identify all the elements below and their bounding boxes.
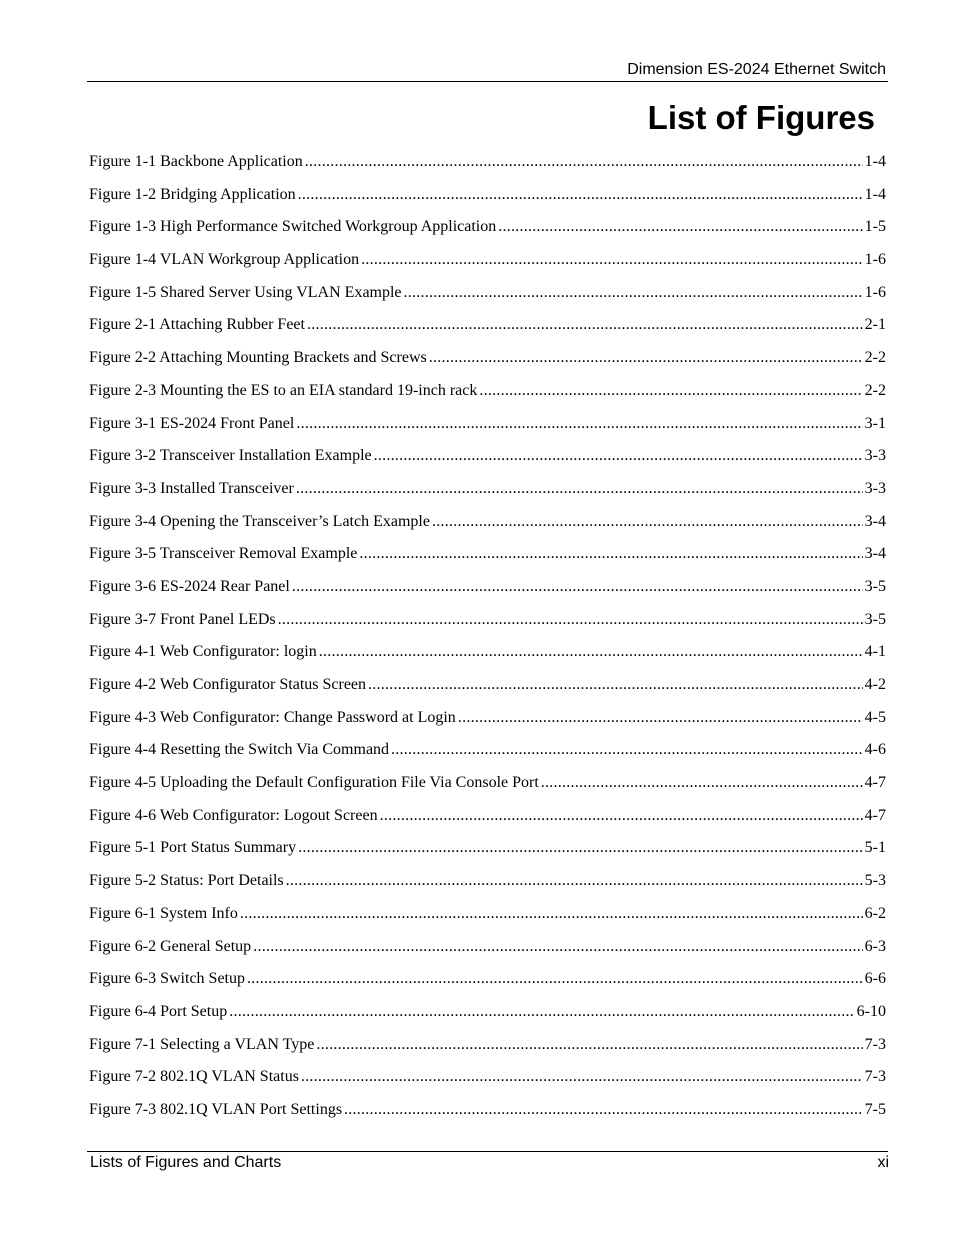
dot-leader xyxy=(359,542,862,566)
toc-entry-label: Figure 6-1 System Info xyxy=(89,904,238,922)
toc-entry[interactable] xyxy=(89,542,886,575)
page-title: List of Figures xyxy=(647,99,875,136)
toc-entry-page: 3-5 xyxy=(864,577,886,595)
toc-entry-page: 7-3 xyxy=(864,1068,886,1086)
toc-entry[interactable] xyxy=(89,738,886,771)
toc-entry[interactable] xyxy=(89,673,886,706)
toc-entry-page: 3-5 xyxy=(864,610,886,628)
toc-entry-page: 3-4 xyxy=(864,545,886,563)
toc-entry-label: Figure 4-3 Web Configurator: Change Password at Login xyxy=(89,708,456,726)
toc-entry-page: 6-3 xyxy=(864,937,886,955)
toc-entry[interactable] xyxy=(89,640,886,673)
toc-entry-label: Figure 4-4 Resetting the Switch Via Command xyxy=(89,741,390,759)
toc-entry-label: Figure 2-3 Mounting the ES to an EIA standard 19-inch rack xyxy=(89,381,478,399)
dot-leader xyxy=(253,935,862,959)
toc-entry[interactable] xyxy=(89,1098,886,1131)
header-divider xyxy=(87,81,888,82)
toc-entry-page: 6-6 xyxy=(864,970,886,988)
toc-entry[interactable] xyxy=(89,575,886,608)
toc-entry-page: 3-4 xyxy=(864,512,886,530)
toc-entry[interactable] xyxy=(89,1000,886,1033)
toc-entry-page: 1-4 xyxy=(864,153,886,170)
toc-entry[interactable] xyxy=(89,183,886,216)
dot-leader xyxy=(307,313,863,337)
running-header: Dimension ES-2024 Ethernet Switch xyxy=(627,61,886,78)
toc-entry-label: Figure 1-3 High Performance Switched Workgroup Application xyxy=(89,218,497,236)
dot-leader xyxy=(298,183,863,207)
toc-entry-page: 4-6 xyxy=(864,741,886,759)
toc-entry-label: Figure 6-4 Port Setup xyxy=(89,1002,228,1020)
toc-entry[interactable] xyxy=(89,510,886,543)
toc-entry-label: Figure 2-2 Attaching Mounting Brackets and Screws xyxy=(89,349,427,367)
toc-entry-label: Figure 1-5 Shared Server Using VLAN Example xyxy=(89,283,402,301)
toc-entry[interactable] xyxy=(89,248,886,281)
toc-entry-page: 4-5 xyxy=(864,708,886,726)
toc-entry[interactable] xyxy=(89,281,886,314)
toc-entry-label: Figure 4-1 Web Configurator: login xyxy=(89,643,317,661)
toc-entry-page: 5-3 xyxy=(864,872,886,890)
footer-section-title: Lists of Figures and Charts xyxy=(90,1154,282,1171)
dot-leader xyxy=(319,640,863,664)
toc-entry[interactable] xyxy=(89,215,886,248)
toc-entry[interactable] xyxy=(89,608,886,641)
toc-entry-page: 1-5 xyxy=(864,218,886,236)
dot-leader xyxy=(278,608,863,632)
toc-entry-page: 2-1 xyxy=(864,316,886,334)
toc-entry[interactable] xyxy=(89,706,886,739)
toc-entry[interactable] xyxy=(89,1033,886,1066)
toc-entry-label: Figure 6-2 General Setup xyxy=(89,937,252,955)
toc-entry-page: 3-3 xyxy=(864,447,886,465)
dot-leader xyxy=(498,215,862,239)
toc-entry-label: Figure 1-4 VLAN Workgroup Application xyxy=(89,251,360,269)
toc-entry-page: 5-1 xyxy=(864,839,886,857)
page-number: xi xyxy=(877,1154,889,1171)
toc-entry-label: Figure 5-2 Status: Port Details xyxy=(89,872,284,890)
dot-leader xyxy=(298,836,863,860)
toc-entry-label: Figure 4-6 Web Configurator: Logout Screen xyxy=(89,806,378,824)
toc-entry-label: Figure 3-2 Transceiver Installation Example xyxy=(89,447,372,465)
toc-entry[interactable] xyxy=(89,804,886,837)
toc-entry-label: Figure 2-1 Attaching Rubber Feet xyxy=(89,316,305,334)
dot-leader xyxy=(479,379,862,403)
dot-leader xyxy=(458,706,863,730)
toc-entry[interactable] xyxy=(89,477,886,510)
dot-leader xyxy=(361,248,863,272)
toc-entry-page: 3-3 xyxy=(864,479,886,497)
toc-entry-label: Figure 1-1 Backbone Application xyxy=(89,153,303,170)
toc-entry-page: 7-5 xyxy=(864,1100,886,1118)
dot-leader xyxy=(541,771,863,795)
toc-entry-page: 4-7 xyxy=(864,806,886,824)
toc-entry-label: Figure 3-4 Opening the Transceiver’s Latch Example xyxy=(89,512,430,530)
toc-entry-label: Figure 6-3 Switch Setup xyxy=(89,970,245,988)
dot-leader xyxy=(429,346,863,370)
dot-leader xyxy=(404,281,863,305)
toc-entry-label: Figure 3-7 Front Panel LEDs xyxy=(89,610,276,628)
toc-entry[interactable] xyxy=(89,836,886,869)
toc-entry-label: Figure 5-1 Port Status Summary xyxy=(89,839,297,857)
dot-leader xyxy=(247,967,863,991)
dot-leader xyxy=(432,510,863,534)
dot-leader xyxy=(240,902,863,926)
toc-entry-label: Figure 3-5 Transceiver Removal Example xyxy=(89,545,358,563)
dot-leader xyxy=(301,1065,863,1089)
toc-entry[interactable] xyxy=(89,1065,886,1098)
toc-entry-label: Figure 3-6 ES-2024 Rear Panel xyxy=(89,577,290,595)
toc-entry-page: 1-4 xyxy=(864,185,886,203)
toc-entry-label: Figure 1-2 Bridging Application xyxy=(89,185,296,203)
footer-divider xyxy=(87,1151,888,1152)
toc-entry[interactable] xyxy=(89,313,886,346)
toc-entry-page: 7-3 xyxy=(864,1035,886,1053)
dot-leader xyxy=(305,150,863,174)
toc-entry[interactable] xyxy=(89,771,886,804)
toc-entry-page: 1-6 xyxy=(864,283,886,301)
toc-entry[interactable] xyxy=(89,967,886,1000)
dot-leader xyxy=(380,804,863,828)
toc-entry-label: Figure 4-2 Web Configurator Status Screen xyxy=(89,676,367,693)
dot-leader xyxy=(296,412,862,436)
figures-list xyxy=(89,150,886,1131)
toc-entry[interactable] xyxy=(89,902,886,935)
dot-leader xyxy=(316,1033,862,1057)
toc-entry[interactable] xyxy=(89,869,886,902)
toc-entry-label: Figure 7-1 Selecting a VLAN Type xyxy=(89,1035,315,1053)
toc-entry[interactable] xyxy=(89,935,886,968)
dot-leader xyxy=(229,1000,854,1024)
dot-leader xyxy=(344,1098,863,1122)
toc-entry-page: 4-2 xyxy=(864,676,886,693)
toc-entry-page: 6-10 xyxy=(856,1002,886,1020)
toc-entry-label: Figure 3-3 Installed Transceiver xyxy=(89,479,294,497)
dot-leader xyxy=(374,444,863,468)
toc-entry-page: 1-6 xyxy=(864,251,886,269)
toc-entry-page: 2-2 xyxy=(864,349,886,367)
toc-entry[interactable] xyxy=(89,379,886,412)
dot-leader xyxy=(296,477,863,501)
dot-leader xyxy=(286,869,863,893)
toc-entry-page: 4-1 xyxy=(864,643,886,661)
dot-leader xyxy=(368,673,863,697)
toc-entry-label: Figure 4-5 Uploading the Default Configuration File Via Console Port xyxy=(89,774,539,792)
toc-entry-label: Figure 7-3 802.1Q VLAN Port Settings xyxy=(89,1100,343,1118)
toc-entry-page: 2-2 xyxy=(864,381,886,399)
dot-leader xyxy=(391,738,863,762)
toc-entry-page: 3-1 xyxy=(864,414,886,432)
toc-entry[interactable] xyxy=(89,346,886,379)
toc-entry[interactable] xyxy=(89,412,886,445)
toc-entry[interactable] xyxy=(89,150,886,183)
toc-entry-label: Figure 3-1 ES-2024 Front Panel xyxy=(89,414,295,432)
toc-entry-page: 6-2 xyxy=(864,904,886,922)
dot-leader xyxy=(292,575,863,599)
toc-entry[interactable] xyxy=(89,444,886,477)
toc-entry-label: Figure 7-2 802.1Q VLAN Status xyxy=(89,1068,299,1086)
toc-entry-page: 4-7 xyxy=(864,774,886,792)
